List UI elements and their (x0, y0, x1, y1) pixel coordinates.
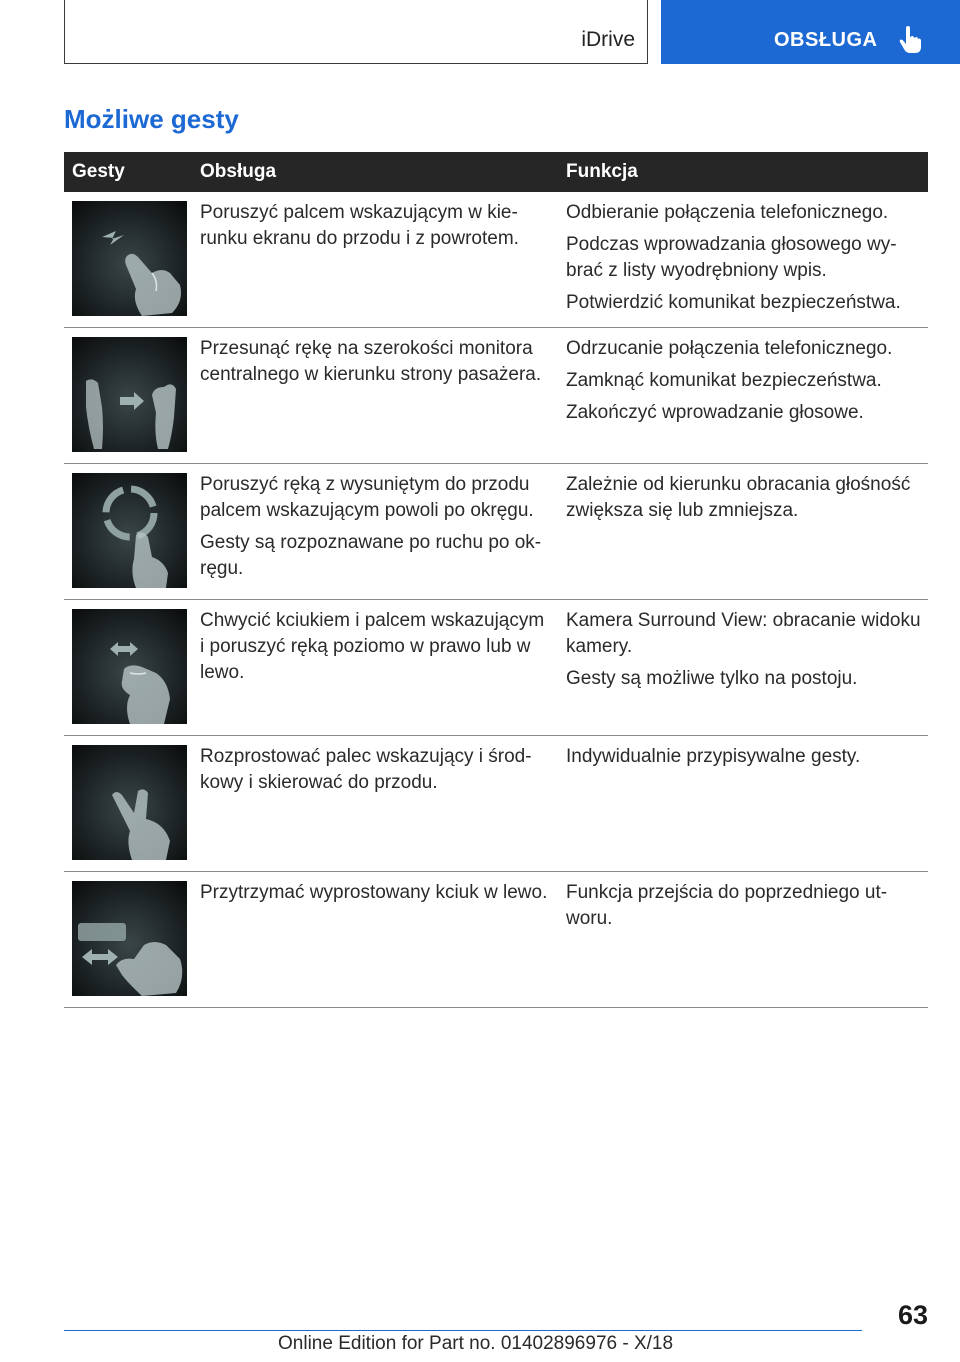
gesture-pinch-move-image (72, 609, 187, 724)
function-text: Funkcja przejścia do poprzedniego ut-woru. (566, 882, 888, 929)
table-row (64, 328, 928, 464)
column-header-operation: Obsługa (200, 161, 277, 182)
gesture-two-fingers-image (72, 745, 187, 860)
function-text: Zakończyć wprowadzanie głosowe. (566, 402, 864, 423)
function-text: Zależnie od kierunku obracania głośność zwiększa się lub zmniejsza. (566, 474, 911, 521)
header-chapter-tab (661, 0, 960, 64)
footer-edition (278, 1333, 673, 1355)
table-row (64, 736, 928, 872)
gestures-table (64, 152, 928, 1008)
function-text: Kamera Surround View: obracanie widoku kamery. (566, 610, 921, 657)
table-row (64, 192, 928, 328)
operation-text: Gesty są rozpoznawane po ruchu po ok-ręgu. (200, 532, 542, 579)
gesture-finger-circle-image (72, 473, 187, 588)
page-title: Możliwe gesty (64, 104, 239, 134)
table-row (64, 600, 928, 736)
function-text: Indywidualnie przypisywalne gesty. (566, 746, 861, 767)
function-text: Odrzucanie połączenia telefonicznego. (566, 338, 893, 359)
footer-edition-text: Online Edition for Part no. 01402896976 - X/18 (278, 1333, 674, 1354)
function-text: Zamknąć komunikat bezpieczeństwa. (566, 370, 882, 391)
footer-divider (64, 1330, 862, 1331)
pointing-hand-icon (897, 26, 923, 54)
operation-text: Poruszyć palcem wskazującym w kie-runku ekranu do przodu i z powrotem. (200, 202, 519, 249)
table-row (64, 872, 928, 1008)
operation-text: Poruszyć ręką z wysuniętym do przodu palcem wskazującym powoli po okręgu. (200, 474, 534, 521)
header-section-label: iDrive (581, 28, 635, 51)
function-text: Potwierdzić komunikat bezpieczeństwa. (566, 292, 901, 313)
gesture-thumb-left-image (72, 881, 187, 996)
column-header-function: Funkcja (566, 161, 638, 182)
operation-text: Chwycić kciukiem i palcem wskazującym i poruszyć ręką poziomo w prawo lub w lewo. (200, 610, 545, 683)
operation-text: Przesunąć rękę na szerokości monitora centralnego w kierunku strony pasażera. (200, 338, 542, 385)
column-header-gesture: Gesty (72, 161, 125, 182)
gesture-hand-swipe-image (72, 337, 187, 452)
table-row (64, 464, 928, 600)
function-text: Odbieranie połączenia telefonicznego. (566, 202, 889, 223)
header-section-box (64, 0, 648, 64)
page-number: 63 (897, 1300, 928, 1330)
function-text: Podczas wprowadzania głosowego wy-brać z listy wyodrębniony wpis. (566, 234, 897, 281)
gesture-finger-point-image (72, 201, 187, 316)
operation-text: Rozprostować palec wskazujący i środ-kowy i skierować do przodu. (200, 746, 532, 793)
operation-text: Przytrzymać wyprostowany kciuk w lewo. (200, 882, 548, 903)
function-text: Gesty są możliwe tylko na postoju. (566, 668, 858, 689)
header-chapter-label: OBSŁUGA (774, 29, 878, 51)
table-header (64, 152, 928, 192)
